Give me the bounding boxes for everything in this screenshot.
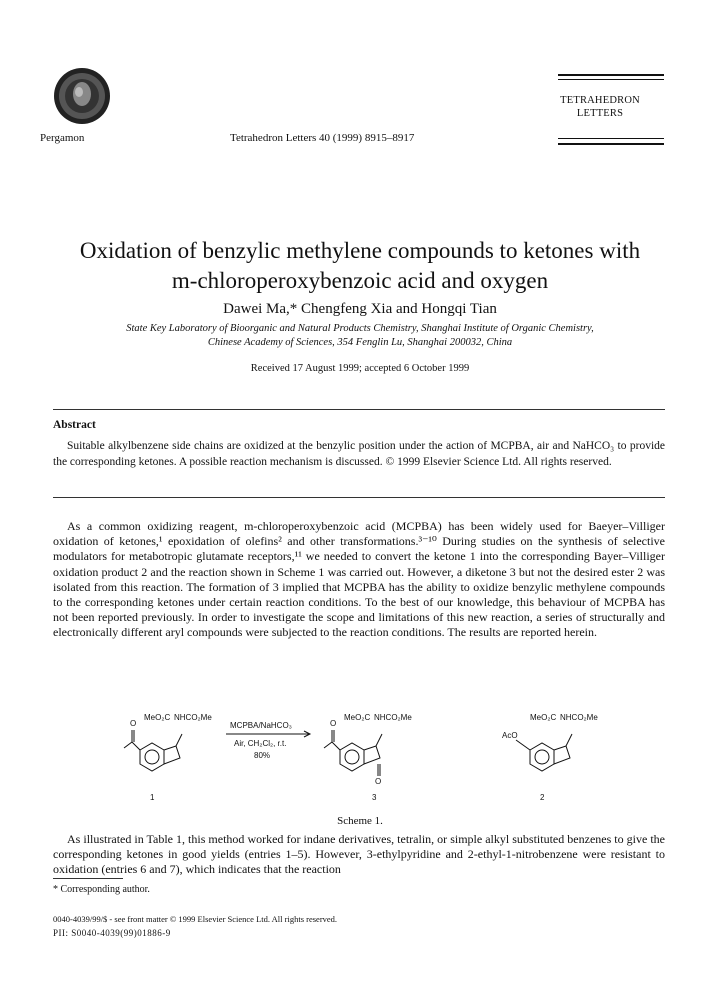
affiliation-line2: Chinese Academy of Sciences, 354 Fenglin Lu, Shanghai 200032, China: [207, 337, 513, 348]
publisher-name: Pergamon: [40, 132, 85, 144]
compound-3-structure: [324, 730, 382, 776]
reagents-line2: Air, CH₂Cl₂, r.t.: [234, 739, 287, 748]
abstract-bottom-rule: [53, 497, 665, 498]
abstract-heading: Abstract: [53, 419, 96, 431]
received-dates: Received 17 August 1999; accepted 6 October 1999: [250, 363, 470, 374]
header-rule: [558, 79, 664, 80]
affiliation-line1: State Key Laboratory of Bioorganic and Natural Products Chemistry, Shanghai Institute of Organic Chemistry,: [126, 323, 594, 334]
compound-1-carbonyl-o: O: [130, 719, 137, 728]
title-line1: Oxidation of benzylic methylene compounds to ketones with: [79, 238, 641, 263]
journal-citation: Tetrahedron Letters 40 (1999) 8915–8917: [230, 132, 415, 144]
affiliation: [40, 322, 680, 350]
compound-3-carbonyl-o: O: [330, 719, 337, 728]
journal-brand-line1: TETRAHEDRON: [560, 95, 640, 106]
header-rule: [558, 138, 664, 139]
copyright-line: 0040-4039/99/$ - see front matter © 1999 Elsevier Science Ltd. All rights reserved.: [53, 914, 338, 924]
compound-1-structure: [124, 730, 182, 771]
compound-2-label: 2: [540, 793, 545, 802]
pergamon-logo: [52, 66, 112, 126]
pii-line: PII: S0040-4039(99)01886-9: [53, 928, 171, 938]
header-rule: [558, 143, 664, 145]
compound-3-label: 3: [372, 793, 377, 802]
abstract-text: Suitable alkylbenzene side chains are oxidized at the benzylic position under the action of MCPBA, air and NaHCO₃ to provide the corresponding ketones. A possible reaction mechanism is discussed. © 1999 Elsevier Science Ltd. All rights reserved.: [53, 440, 665, 468]
header-rule: [558, 74, 664, 76]
compound-2-ester: MeO₂C: [530, 713, 557, 722]
footnote: * Corresponding author.: [53, 884, 150, 895]
compound-2-carbamate: NHCO₂Me: [560, 713, 598, 722]
reaction-yield: 80%: [254, 751, 271, 760]
abstract-top-rule: [53, 409, 665, 410]
compound-2-structure: [516, 734, 572, 771]
article-title: [40, 236, 680, 296]
journal-brand-line2: LETTERS: [576, 108, 624, 120]
journal-brand: [550, 94, 650, 120]
compound-1-carbamate: NHCO₂Me: [174, 713, 212, 722]
compound-1-label: 1: [150, 793, 155, 802]
compound-1-ester: MeO₂C: [144, 713, 171, 722]
body-paragraph-1: As a common oxidizing reagent, m-chloroperoxybenzoic acid (MCPBA) has been widely used for Baeyer–Villiger oxidation of ketones,¹ epoxidation of olefins² and other transformations.³⁻¹⁰ During studies on the synthesis of selective modulators for metabotropic glutamate receptors,¹¹ we needed to convert the ketone 1 into the corresponding Bayer–Villiger oxidation product 2 and the reaction shown in Scheme 1 was carried out. However, a diketone 3 but not the desired ester 2 was isolated from this reaction. The formation of 3 implied that MCPBA has the ability to oxidize benzylic methylene compounds to the corresponding ketones under certain reaction conditions. To the best of our knowledge, this behaviour of MCPBA has not been reported previously. In order to investigate the scope and limitations of this new reaction, a series of structurally and electronically different aryl compounds were subjected to the reaction conditions. The results are reported herein.: [53, 519, 665, 640]
body-paragraph-2: As illustrated in Table 1, this method worked for indane derivatives, tetralin, or simple alkyl substituted benzenes to give the corresponding ketones in good yields (entries 1–5). However, 3-ethylpyridine and 2-ethyl-1-nitrobenzene were resistant to oxidation (entries 6 and 7), which indicates that the reaction: [53, 832, 665, 877]
footnote-rule: [53, 878, 123, 879]
title-line2: m-chloroperoxybenzoic acid and oxygen: [171, 268, 549, 293]
reagents-line1: MCPBA/NaHCO₃: [230, 721, 292, 730]
scheme-1-diagram: [110, 700, 630, 810]
scheme-caption: Scheme 1.: [337, 815, 383, 827]
authors: Dawei Ma,* Chengfeng Xia and Hongqi Tian: [223, 301, 497, 317]
compound-3-ester: MeO₂C: [344, 713, 371, 722]
compound-3-carbamate: NHCO₂Me: [374, 713, 412, 722]
compound-2-acetoxy: AcO: [502, 731, 518, 740]
compound-3-ketone-o: O: [375, 777, 382, 786]
reaction-arrow: [226, 731, 310, 737]
